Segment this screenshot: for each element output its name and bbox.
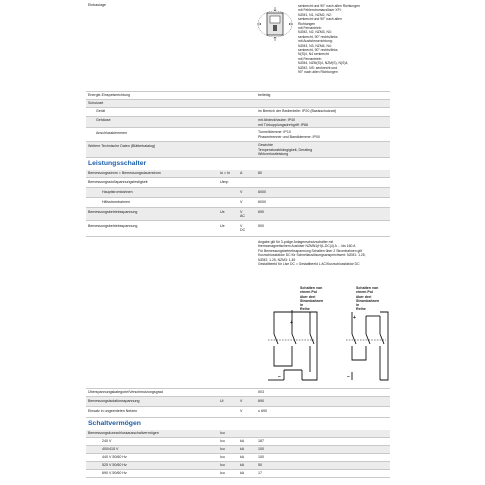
- row-ueberspannungskategorie: [86, 389, 390, 397]
- row-label: Gehäuse: [96, 118, 111, 122]
- row-ungeerdete-netze: [86, 407, 390, 418]
- row-hilfsstrombahnen: [86, 198, 390, 208]
- row-value: Tunnelklemme: IP10: [258, 130, 291, 134]
- svg-text:−: −: [347, 374, 350, 380]
- row-value: 6000: [258, 200, 266, 204]
- dc-notes: [258, 240, 388, 266]
- row-symbol: Icu: [220, 471, 225, 475]
- label-line: Strombahnen: [300, 298, 324, 303]
- row-label: Anschlussklemmen: [96, 131, 127, 135]
- circuit-diagram-right: [342, 310, 394, 382]
- row-label: Energie-Einspeiserichtung: [88, 93, 130, 97]
- note-line: NZM2, N2, NZM3, N3:: [298, 30, 332, 35]
- row-value-2: Phasentrenner und Bandklemme: IP00: [258, 135, 320, 139]
- label-line: Strombahnen: [356, 298, 380, 303]
- row-label: 440 V 50/60 Hz: [102, 455, 127, 459]
- row-hauptstrombahnen: [86, 188, 390, 198]
- row-einspeiserichtung: [86, 92, 390, 100]
- note-line: 90° nach allen Richtungen: [298, 70, 338, 75]
- row-symbol: Icu: [220, 455, 225, 459]
- row-label: Bemessungsbetriebsspannung: [88, 210, 138, 214]
- note-line: senkrecht und 90° nach allen: [298, 17, 342, 22]
- note-line: Richtungen: [298, 21, 316, 26]
- row-label: Einsatz in ungeerdeten Netzen: [88, 409, 138, 413]
- note-line: NZM3, N3, NZM4, N4:: [298, 43, 332, 48]
- row-isolationsspannung: [86, 397, 390, 407]
- row-label: Bemessungsstrom = Bemessungsdauerstrom: [88, 171, 161, 175]
- row-betriebsspannung-dc: [86, 221, 390, 237]
- row-symbol: Icu: [220, 463, 225, 467]
- label-line: Schalten von: [356, 286, 379, 290]
- note-line: mit Fernantrieb:: [298, 56, 322, 61]
- row-sv-440v: [86, 454, 390, 462]
- note-line: NZM1, N1, NZM2, N2:: [298, 12, 332, 17]
- row-label: Gerät: [96, 109, 105, 113]
- note-line: mit Fehlerstromauslöser XFI:: [298, 8, 342, 13]
- row-kurzschlussausschaltvermoegen: [86, 430, 390, 438]
- row-geraet: [86, 108, 390, 117]
- row-label: Bemessungskurzschlussausschaltvermögen: [88, 431, 159, 435]
- row-unit: A: [240, 171, 243, 175]
- note-line: thermomagnetischem Auslöser NZMN1(H)1-DC(4) A ... bis 160 A: [258, 244, 356, 249]
- row-value: 187: [258, 439, 264, 443]
- svg-text:+: +: [290, 320, 293, 326]
- row-value-3: Wirkverlustleistung: [258, 152, 289, 156]
- row-unit: V: [240, 399, 243, 403]
- row-unit: kA: [240, 447, 245, 451]
- row-label: Hilfsstrombahnen: [102, 200, 130, 204]
- row-label: Einbaulage: [88, 3, 106, 7]
- row-value: 100: [258, 447, 264, 451]
- section-title-schaltvermoegen: Schaltvermögen: [88, 420, 141, 427]
- mounting-position-icon: [255, 6, 295, 42]
- row-label: Bemessungsstoßspannungsfestigkeit: [88, 180, 148, 184]
- note-line: Gestaltbeeld für Lise DC = Gestaltbeeld L AC/Kurzschlussfaktor DC: [258, 262, 360, 267]
- row-sv-525v: [86, 462, 390, 470]
- label-line: einem Pol: [300, 290, 317, 295]
- row-label: Weitere Technische Daten (Blätterkatalog): [88, 144, 156, 148]
- note-line: senkrecht und 90° nach allen Richtungen: [298, 4, 360, 8]
- row-label: Hauptstrombahnen: [102, 190, 133, 194]
- note-line: mit Ausfahrvorrichtung:: [298, 39, 333, 44]
- series-switch-left-icon: [262, 310, 322, 382]
- row-symbol: Uimp: [220, 180, 229, 184]
- section-title-leistungsschalter: Leistungsschalter: [88, 160, 147, 167]
- label-line: über drei: [300, 294, 316, 299]
- row-unit: kA: [240, 463, 245, 467]
- row-value: III/3: [258, 390, 264, 394]
- row-label: 240 V: [102, 439, 112, 443]
- row-anschlussklemmen: [86, 128, 390, 142]
- row-value: 6000: [258, 190, 266, 194]
- row-value: 500: [258, 224, 264, 228]
- row-value-2: mit Türkupplungsdrehgriff: IP66: [258, 122, 309, 127]
- row-unit: kA: [240, 439, 245, 443]
- row-symbol: Ue: [220, 224, 225, 228]
- row-label: 690 V 50/60 Hz: [102, 471, 127, 475]
- row-gehaeuse: [86, 117, 390, 128]
- row-value: 80: [258, 171, 262, 175]
- row-value: beliebig: [258, 93, 271, 97]
- label-line: in: [300, 303, 304, 308]
- row-value: 100: [258, 455, 264, 459]
- row-bemessungsstrom: [86, 170, 390, 178]
- note-line: senkrecht, 90° rechts/links: [298, 48, 338, 53]
- einbaulage-notes: [298, 4, 388, 75]
- row-sv-400v: [86, 446, 390, 454]
- row-unit: V AC: [240, 210, 245, 219]
- row-label: Schutzart: [88, 101, 104, 105]
- row-unit: kA: [240, 471, 245, 475]
- row-symbol: Ui: [220, 399, 224, 403]
- row-symbol: Ue: [220, 210, 225, 214]
- row-value: 690: [258, 399, 264, 403]
- row-label: 525 V 50/60 Hz: [102, 463, 127, 467]
- row-label: 400/415 V: [102, 447, 119, 451]
- row-label: Überspannungskategorie/Verschmutzungsgrad: [88, 390, 163, 394]
- row-sv-690v: [86, 470, 390, 478]
- row-unit: V: [240, 409, 243, 413]
- diagram-right-label: [356, 286, 379, 312]
- row-unit: V: [240, 190, 243, 194]
- row-sv-240v: [86, 438, 390, 446]
- note-line: Angabe gilt für 3-polige Anlagenschutzschalter mit: [258, 240, 334, 244]
- row-value: im Bereich der Bedienteile: IP20 (Basisschutzart): [258, 109, 337, 113]
- note-line: NZM4, NZM(S)4, NZM(S), N(S)4,: [298, 61, 349, 66]
- note-line: senkrecht, 90° rechts/links: [298, 34, 338, 39]
- label-line: einem Pol: [356, 290, 373, 295]
- row-stossspannung: [86, 178, 390, 188]
- row-value: Gewichte: [258, 143, 273, 147]
- label-line: Reihe: [300, 307, 310, 312]
- note-line: NZM2: 1.25, NZM3: 1.45: [258, 257, 296, 262]
- row-weitere-daten: [86, 142, 390, 158]
- svg-text:−: −: [278, 374, 281, 380]
- row-label: Bemessungsisolationsspannung: [88, 399, 140, 403]
- row-symbol: Icu: [220, 439, 225, 443]
- series-switch-right-icon: [342, 310, 394, 382]
- note-line: Für Bemessungsbetriebsspannung Schalten über 2 Strombahnen gilt: [258, 248, 362, 253]
- row-symbol: Icu: [220, 431, 225, 435]
- row-value: ≤ 690: [258, 409, 267, 413]
- row-unit: V DC: [240, 224, 246, 233]
- row-betriebsspannung-ac: [86, 208, 390, 221]
- note-line: Kurzschlussfaktor DC für Schnellauslösungsansprechwert: NZM1: 1.25,: [258, 253, 366, 258]
- label-line: Reihe: [356, 307, 366, 312]
- label-line: über drei: [356, 294, 372, 299]
- label-line: in: [356, 303, 360, 308]
- row-value: mit Abdeckhaube: IP40: [258, 118, 295, 122]
- row-unit: V: [240, 200, 243, 204]
- row-unit: kA: [240, 455, 245, 459]
- row-schutzart: [86, 100, 390, 108]
- label-line: Schalten von: [300, 286, 323, 290]
- row-value: 690: [258, 210, 264, 214]
- note-line: mit Fernantrieb:: [298, 26, 322, 31]
- row-value: 17: [258, 471, 262, 475]
- row-value: 50: [258, 463, 262, 467]
- row-symbol: Icu: [220, 447, 225, 451]
- svg-text:+: +: [353, 315, 356, 321]
- row-symbol: Iu = In: [220, 171, 231, 175]
- row-label: Bemessungsbetriebsspannung: [88, 224, 138, 228]
- row-value-2: Temperaturabhängigkeit, Derating: [258, 147, 313, 152]
- diagram-left-label: [300, 286, 323, 312]
- mounting-pictogram: [255, 6, 295, 42]
- note-line: NZM2, NS: senkrecht und: [298, 65, 338, 70]
- circuit-diagram-left: [262, 310, 322, 382]
- note-line: N(S)4, N4 senkrecht: [298, 52, 329, 57]
